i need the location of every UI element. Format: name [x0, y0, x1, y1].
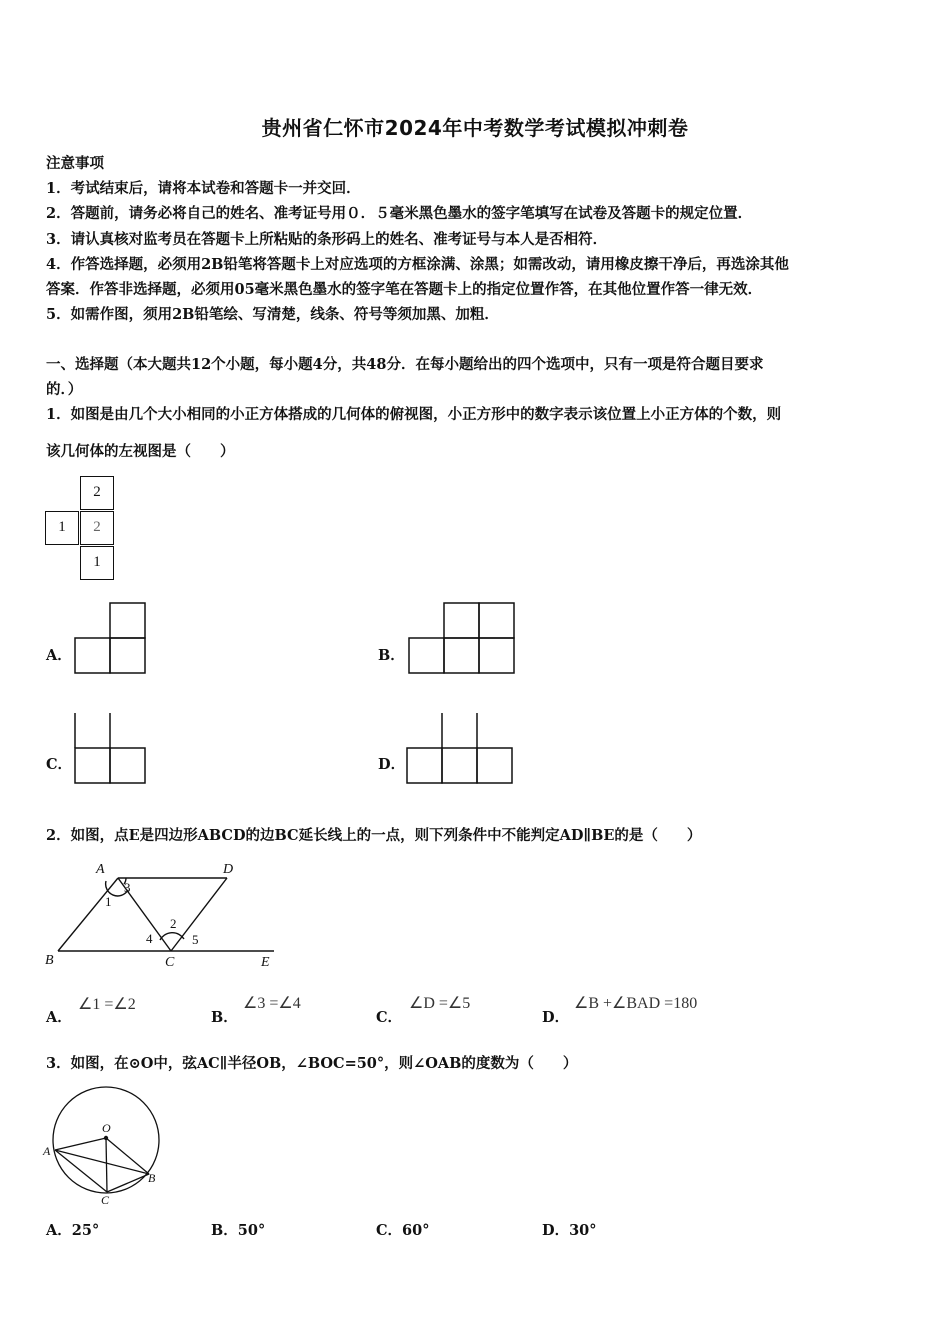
q1-option-c-figure[interactable]: [72, 710, 148, 786]
q1-option-c-label: C．: [46, 756, 73, 773]
section-heading-cont: 的．）: [46, 381, 83, 398]
grid-cell: 1: [80, 546, 114, 580]
notice-item-2: 2．答题前，请务必将自己的姓名、准考证号用０．５毫米黑色墨水的签字笔填写在试卷及答题卡的规定位置．: [46, 205, 753, 222]
notice-item-4-cont: 答案．作答非选择题，必须用05毫米黑色墨水的签字笔在答题卡上的指定位置作答，在其他位置作答一律无效．: [46, 281, 763, 298]
q2-option-d-label: D．: [542, 1009, 570, 1026]
q2-option-d-expr[interactable]: ∠B +∠BAD =180: [574, 995, 698, 1012]
q2-label-d: D: [223, 862, 234, 877]
q2-angle-5: 5: [192, 932, 199, 947]
notice-item-3: 3．请认真核对监考员在答题卡上所粘贴的条形码上的姓名、准考证号与本人是否相符．: [46, 231, 608, 248]
q3-option-a-value: 25°: [71, 1222, 100, 1239]
q2-label-b: B: [45, 953, 54, 968]
q3-label-b: B: [148, 1171, 156, 1185]
q2-angle-1: 1: [105, 894, 112, 909]
q3-figure: [40, 1078, 170, 1208]
q1-text-cont: 该几何体的左视图是（ ）: [46, 443, 235, 460]
q3-option-b[interactable]: [211, 1219, 265, 1240]
q2-option-a-expr[interactable]: ∠1 =∠2: [78, 996, 136, 1013]
q3-option-a-label: A．: [46, 1222, 72, 1239]
q2-label-e: E: [261, 955, 270, 970]
grid-cell: 2: [80, 476, 114, 510]
q2-angle-2: 2: [170, 916, 177, 931]
q3-label-c: C: [101, 1193, 110, 1207]
q3-option-d-value: 30°: [569, 1222, 597, 1239]
page-title: 贵州省仁怀市2024年中考数学考试模拟冲刺卷: [261, 116, 689, 140]
q1-top-view-grid: [45, 476, 117, 582]
q2-option-c-label: C．: [376, 1009, 403, 1026]
q1-option-b-label: B．: [378, 647, 405, 664]
notice-item-5: 5．如需作图，须用2B铅笔绘、写清楚，线条、符号等须加黑、加粗．: [46, 306, 499, 323]
q2-option-c-expr[interactable]: ∠D =∠5: [409, 995, 471, 1012]
q2-angle-4: 4: [146, 931, 153, 946]
notice-item-1: 1．考试结束后，请将本试卷和答题卡一并交回．: [46, 180, 361, 197]
q2-option-a-label: A．: [46, 1009, 72, 1026]
q3-label-o: O: [102, 1121, 111, 1135]
q2-option-b-label: B．: [211, 1009, 238, 1026]
grid-cell: 2: [80, 511, 114, 545]
q3-label-a: A: [43, 1144, 51, 1158]
q2-option-b-expr[interactable]: ∠3 =∠4: [243, 995, 301, 1012]
section-heading: 一、选择题（本大题共12个小题，每小题4分，共48分．在每小题给出的四个选项中，只有一项是符合题目要求: [46, 356, 764, 373]
q1-option-a-figure[interactable]: [72, 600, 148, 676]
q3-option-c-value: 60°: [402, 1222, 430, 1239]
q3-option-c[interactable]: [376, 1219, 429, 1240]
q1-option-b-figure[interactable]: [406, 600, 518, 676]
q2-figure: [40, 856, 285, 974]
q3-option-a[interactable]: [46, 1219, 99, 1240]
q2-label-c: C: [165, 955, 175, 970]
q2-text: 2．如图，点E是四边形ABCD的边BC延长线上的一点，则下列条件中不能判定AD∥BE的是（ ）: [46, 827, 702, 844]
q1-option-d-label: D．: [378, 756, 406, 773]
q3-option-d-label: D．: [542, 1222, 570, 1239]
q3-option-c-label: C．: [376, 1222, 403, 1239]
q2-label-a: A: [96, 862, 105, 877]
grid-cell: 1: [45, 511, 79, 545]
q2-angle-3: 3: [124, 880, 131, 895]
q3-option-b-value: 50°: [237, 1222, 266, 1239]
q1-option-d-figure[interactable]: [404, 710, 516, 786]
q1-text: 1．如图是由几个大小相同的小正方体搭成的几何体的俯视图，小正方形中的数字表示该位置上小正方体的个数，则: [46, 406, 782, 423]
q3-option-d[interactable]: [542, 1219, 597, 1240]
q1-option-a-label: A．: [46, 647, 72, 664]
notice-item-4: 4．作答选择题，必须用2B铅笔将答题卡上对应选项的方框涂满、涂黑；如需改动，请用橡皮擦干净后，再选涂其他: [46, 256, 789, 273]
notice-heading: 注意事项: [46, 155, 104, 172]
q3-text: 3．如图，在⊙O中，弦AC∥半径OB，∠BOC=50°，则∠OAB的度数为（ ）: [46, 1055, 578, 1072]
q3-option-b-label: B．: [211, 1222, 238, 1239]
